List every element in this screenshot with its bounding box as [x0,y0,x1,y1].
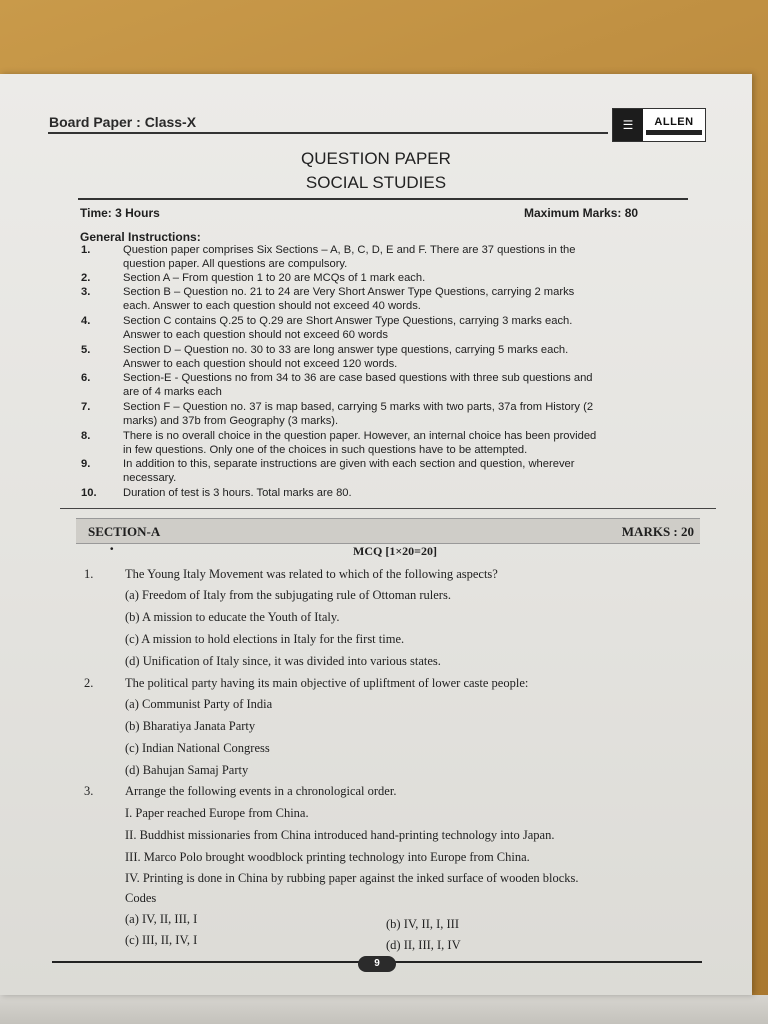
event-item: IV. Printing is done in China by rubbing paper against the inked surface of wooden blocks. [125,871,579,885]
instruction-item [78,430,702,457]
instructions-divider [60,508,716,509]
event-item: II. Buddhist missionaries from China introduced hand-printing technology into Japan. [125,828,555,842]
question-text: The political party having its main objective of upliftment of lower caste people: [125,676,529,690]
option: (c) Indian National Congress [125,741,270,755]
time-allowed: Time: 3 Hours [80,206,160,220]
option: (d) Unification of Italy since, it was divided into various states. [125,654,441,668]
instruction-line: in few questions. Only one of the choices in such questions have to be attempted. [123,443,528,456]
bullet-mark: • [110,544,114,555]
general-instructions-heading: General Instructions: [80,230,201,244]
question-number: 3. [84,784,94,798]
instruction-item [78,458,702,485]
instruction-item [78,286,702,313]
option: (a) Communist Party of India [125,697,273,711]
maximum-marks: Maximum Marks: 80 [524,206,639,220]
instruction-item [78,487,702,501]
instruction-number: 2. [81,272,91,284]
option: (c) A mission to hold elections in Italy for the first time. [125,632,405,646]
instruction-line: necessary. [123,471,177,484]
instruction-number: 1. [81,244,91,256]
instruction-line: Section A – From question 1 to 20 are MCQs of 1 mark each. [123,272,426,284]
allen-logo [612,108,706,142]
instruction-line: question paper. All questions are compulsory. [123,257,348,270]
instruction-item [78,344,702,371]
instruction-line: In addition to this, separate instructions are given with each section and question, wherever [123,458,575,470]
instruction-item [78,244,702,271]
question-text: Arrange the following events in a chronological order. [125,784,397,798]
instruction-line: Answer to each question should not exceed 60 words [123,328,388,341]
instruction-item [78,372,702,399]
instruction-item [78,272,702,286]
option: (c) III, II, IV, I [125,933,198,947]
instruction-number: 10. [81,487,97,499]
option: (a) IV, II, III, I [125,912,198,926]
instruction-number: 8. [81,430,91,442]
instruction-line: Section F – Question no. 37 is map based, carrying 5 marks with two parts, 37a from History (2 [123,401,594,413]
instruction-line: Duration of test is 3 hours. Total marks are 80. [123,487,352,499]
instruction-number: 9. [81,458,91,470]
instruction-line: Answer to each question should not exceed 120 words. [123,357,398,370]
instruction-line: marks) and 37b from Geography (3 marks). [123,414,339,427]
page-number: 9 [358,956,396,972]
instruction-item [78,315,702,342]
question-paper-page [0,74,752,995]
question-number: 1. [84,567,94,581]
option: (b) IV, II, I, III [386,917,460,931]
event-item: III. Marco Polo brought woodblock printing technology into Europe from China. [125,850,530,864]
instruction-number: 3. [81,286,91,298]
option: (d) Bahujan Samaj Party [125,763,249,777]
paper-title: QUESTION PAPER [301,149,451,168]
instruction-item [78,401,702,428]
option: (b) Bharatiya Janata Party [125,719,256,733]
instruction-line: Section D – Question no. 30 to 33 are long answer type questions, carrying 5 marks each. [123,344,569,356]
header-divider [48,132,608,134]
section-name: SECTION-A [88,524,161,539]
instruction-line: each. Answer to each question should not exceed 40 words. [123,299,421,312]
instruction-line: are of 4 marks each [123,385,222,398]
instruction-line: Question paper comprises Six Sections – A, B, C, D, E and F. There are 37 questions in the [123,244,576,256]
instruction-line: There is no overall choice in the question paper. However, an internal choice has been provided [123,430,597,442]
instruction-number: 6. [81,372,91,384]
event-item: I. Paper reached Europe from China. [125,806,309,820]
instruction-line: Section-E - Questions no from 34 to 36 are case based questions with three sub questions and [123,372,593,384]
section-header-bar [76,518,700,544]
table-surface [0,995,768,1024]
instruction-number: 4. [81,315,91,327]
instruction-line: Section B – Question no. 21 to 24 are Very Short Answer Type Questions, carrying 2 marks [123,286,575,298]
board-paper-heading: Board Paper : Class-X [49,114,197,130]
question-text: The Young Italy Movement was related to which of the following aspects? [125,567,498,581]
subject-title: SOCIAL STUDIES [305,173,447,192]
logo-name: ALLEN [654,115,694,128]
instruction-number: 5. [81,344,91,356]
book-icon: ☰ [613,109,643,141]
option: (d) II, III, I, IV [386,938,461,952]
codes-label: Codes [125,891,157,905]
logo-tagline-bar [646,130,702,135]
question-number: 2. [84,676,94,690]
option: (b) A mission to educate the Youth of Italy. [125,610,340,624]
section-marks: MARKS : 20 [621,524,694,539]
title-divider [78,198,688,200]
mcq-subheading: MCQ [1×20=20] [353,544,437,558]
instruction-line: Section C contains Q.25 to Q.29 are Short Answer Type Questions, carrying 3 marks each. [123,315,573,327]
instruction-number: 7. [81,401,91,413]
option: (a) Freedom of Italy from the subjugating rule of Ottoman rulers. [125,588,451,602]
